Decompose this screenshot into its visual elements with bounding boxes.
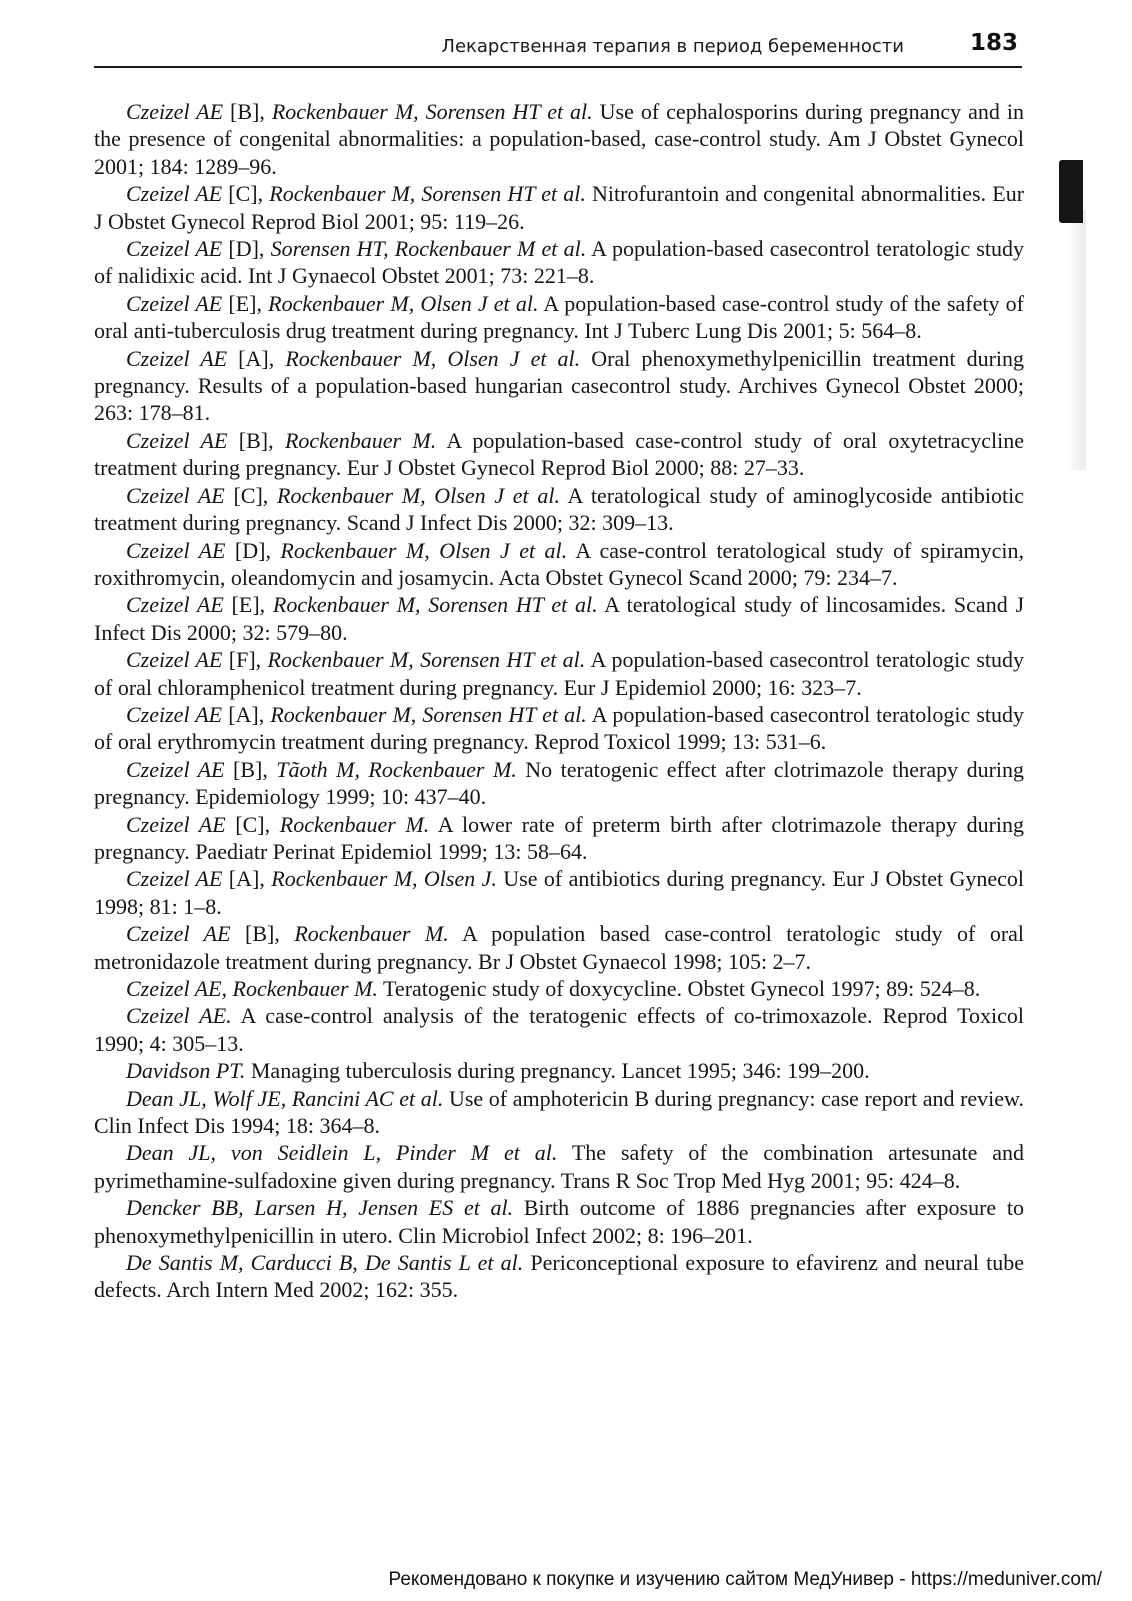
reference-entry <box>94 811 1024 866</box>
reference-tag: [E], <box>223 592 273 618</box>
reference-authors: Czeizel AE. <box>126 1003 232 1029</box>
reference-text: A population based case-control teratologic study of oral metronidazole treatment during pregnancy. Br J Obstet Gynaecol 1998; 105: 2–7. <box>94 921 1025 974</box>
reference-coauthors: Sorensen HT, Rockenbauer M et al. <box>270 236 587 262</box>
reference-tag: [A], <box>227 345 286 371</box>
reference-text: Teratogenic study of doxycycline. Obstet Gynecol 1997; 89: 524–8. <box>377 976 981 1001</box>
reference-authors: Czeizel AE <box>126 756 225 782</box>
reference-entry <box>94 98 1024 180</box>
reference-authors: Czeizel AE <box>126 99 224 124</box>
reference-entry <box>94 646 1024 701</box>
reference-entry <box>94 975 1024 1002</box>
reference-text: Oral phenoxymethylpenicillin treatment during pregnancy. Results of a population-based hungarian casecontrol study. Archives Gynecol Obstet 2000; 263: 178–81. <box>94 345 1025 426</box>
reference-coauthors: Tãoth M, Rockenbauer M. <box>276 756 517 782</box>
reference-authors: Czeizel AE <box>126 345 228 371</box>
reference-list <box>94 98 1024 1304</box>
reference-entry <box>94 427 1024 482</box>
reference-tag: [B], <box>223 99 272 124</box>
reference-coauthors: Rockenbauer M, Sorensen HT et al. <box>267 647 586 673</box>
reference-tag: [C], <box>225 811 280 837</box>
reference-authors: Czeizel AE <box>126 811 226 837</box>
reference-text: Use of antibiotics during pregnancy. Eur J Obstet Gynecol 1998; 81: 1–8. <box>94 866 1024 919</box>
footer-recommendation: Рекомендовано к покупке и изучению сайтом МедУнивер - https://meduniver.com/ <box>388 1569 1102 1590</box>
reference-text: A population-based case-control study of the safety of oral anti-tuberculosis drug treatment during pregnancy. Int J Tuberc Lung Dis 2001; 5: 564–8. <box>94 290 1025 344</box>
reference-tag: [B], <box>227 427 285 453</box>
reference-entry <box>94 345 1024 427</box>
reference-text: A teratological study of aminoglycoside antibiotic treatment during pregnancy. Scand J Infect Dis 2000; 32: 309–13. <box>94 482 1025 536</box>
reference-coauthors: Rockenbauer M, Olsen J et al. <box>277 482 560 508</box>
reference-text: A case-control teratological study of spiramycin, roxithromycin, oleandomycin and josamycin. Acta Obstet Gynecol Scand 2000; 79: 234–7. <box>94 537 1024 590</box>
reference-text: Use of cephalosporins during pregnancy and in the presence of congenital abnormalities: a population-based, case-control study. Am J Obstet Gynecol 2001; 184: 1289–96. <box>94 99 1024 179</box>
reference-text: A population-based casecontrol teratologic study of nalidixic acid. Int J Gynaecol Obstet 2001; 73: 221–8. <box>94 236 1025 289</box>
reference-tag: [F], <box>222 647 268 673</box>
reference-entry <box>94 756 1024 811</box>
reference-text: Nitrofurantoin and congenital abnormalities. Eur J Obstet Gynecol Reprod Biol 2001; 95: 119–26. <box>94 181 1025 234</box>
reference-text: A population-based casecontrol teratologic study of oral chloramphenicol treatment during pregnancy. Eur J Epidemiol 2000; 16: 323–7. <box>94 647 1025 700</box>
reference-coauthors: Rockenbauer M, Olsen J et al. <box>280 537 568 563</box>
reference-coauthors: Rockenbauer M, Sorensen HT et al. <box>270 701 587 727</box>
reference-text: A lower rate of preterm birth after clotrimazole therapy during pregnancy. Paediatr Perinat Epidemiol 1999; 13: 58–64. <box>94 811 1025 864</box>
reference-entry <box>94 482 1024 537</box>
reference-entry <box>94 537 1024 592</box>
reference-coauthors: Rockenbauer M, Sorensen HT et al. <box>269 181 586 207</box>
reference-tag: [A], <box>222 701 271 727</box>
reference-entry <box>94 180 1024 235</box>
reference-tag: [E], <box>222 290 269 316</box>
reference-entry <box>94 1249 1024 1304</box>
page-number: 183 <box>969 30 1018 56</box>
reference-text: No teratogenic effect after clotrimazole therapy during pregnancy. Epidemiology 1999; 10: 437–40. <box>94 756 1025 810</box>
page-edge-shadow <box>1066 210 1086 470</box>
reference-authors: Czeizel AE <box>126 701 223 727</box>
reference-coauthors: Rockenbauer M, Sorensen HT et al. <box>272 592 598 618</box>
chapter-thumb-tab <box>1059 160 1083 223</box>
reference-entry <box>94 591 1024 646</box>
reference-entry <box>94 1085 1024 1140</box>
reference-text: Birth outcome of 1886 pregnancies after exposure to phenoxymethylpenicillin in utero. Clin Microbiol Infect 2002; 8: 196–201. <box>94 1195 1024 1248</box>
reference-authors: Dean JL, von Seidlein L, Pinder M et al. <box>126 1140 558 1166</box>
reference-authors: Czeizel AE <box>126 592 224 618</box>
reference-tag: [B], <box>230 921 295 947</box>
reference-text: Use of amphotericin B during pregnancy: case report and review. Clin Infect Dis 1994; 18: 364–8. <box>94 1085 1024 1139</box>
running-header <box>94 30 1022 68</box>
reference-entry <box>94 1139 1024 1194</box>
reference-authors: Dean JL, Wolf JE, Rancini AC et al. <box>126 1085 444 1111</box>
reference-authors: De Santis M, Carducci B, De Santis L et al. <box>126 1250 524 1276</box>
reference-entry <box>94 1057 1024 1084</box>
running-header-title: Лекарственная терапия в период беременности <box>441 36 904 57</box>
reference-entry <box>94 701 1024 756</box>
reference-text: A teratological study of lincosamides. Scand J Infect Dis 2000; 32: 579–80. <box>94 592 1025 645</box>
reference-text: Periconceptional exposure to efavirenz and neural tube defects. Arch Intern Med 2002; 162: 355. <box>94 1250 1025 1303</box>
reference-authors: Davidson PT. <box>126 1058 246 1084</box>
reference-coauthors: Rockenbauer M, Olsen J. <box>271 866 497 892</box>
reference-tag: [C], <box>224 482 277 508</box>
reference-tag: [D], <box>222 236 271 262</box>
reference-tag: [A], <box>222 866 272 892</box>
reference-entry <box>94 290 1024 345</box>
reference-authors: Czeizel AE <box>126 482 225 508</box>
reference-entry <box>94 235 1024 290</box>
reference-authors: Czeizel AE <box>126 236 223 262</box>
reference-tag: [B], <box>224 756 277 782</box>
reference-entry <box>94 920 1024 975</box>
reference-text: A population-based casecontrol teratologic study of oral erythromycin treatment during pregnancy. Reprod Toxicol 1999; 13: 531–6. <box>94 701 1025 755</box>
reference-tag: [D], <box>225 537 281 563</box>
reference-authors: Czeizel AE <box>126 647 223 673</box>
reference-authors: Czeizel AE <box>126 866 223 892</box>
reference-text: A population-based case-control study of oral oxytetracycline treatment during pregnancy. Eur J Obstet Gynecol Reprod Biol 2000; 88: 27–33. <box>94 427 1025 481</box>
reference-coauthors: Rockenbauer M, Olsen J et al. <box>268 290 539 316</box>
reference-entry <box>94 1002 1024 1057</box>
reference-text: Managing tuberculosis during pregnancy. Lancet 1995; 346: 199–200. <box>245 1058 870 1084</box>
reference-coauthors: Rockenbauer M. <box>294 921 449 947</box>
reference-coauthors: Rockenbauer M. <box>284 427 437 453</box>
reference-authors: Czeizel AE <box>126 181 223 207</box>
reference-text: A case-control analysis of the teratogenic effects of co-trimoxazole. Reprod Toxicol 1990; 4: 305–13. <box>94 1003 1024 1056</box>
reference-authors: Dencker BB, Larsen H, Jensen ES et al. <box>126 1195 514 1221</box>
reference-coauthors: Rockenbauer M, Sorensen HT et al. <box>271 99 593 124</box>
reference-coauthors: Rockenbauer M, Olsen J et al. <box>285 345 581 371</box>
reference-authors: Czeizel AE <box>126 537 226 563</box>
reference-authors: Czeizel AE <box>126 921 231 947</box>
reference-entry <box>94 865 1024 920</box>
reference-authors: Czeizel AE <box>126 290 223 316</box>
reference-authors: Czeizel AE, Rockenbauer M. <box>126 976 378 1001</box>
reference-text: The safety of the combination artesunate and pyrimethamine-sulfadoxine given during pregnancy. Trans R Soc Trop Med Hyg 2001; 95: 424–8. <box>94 1140 1025 1193</box>
reference-tag: [C], <box>222 181 270 207</box>
reference-authors: Czeizel AE <box>126 427 228 453</box>
reference-coauthors: Rockenbauer M. <box>279 811 430 837</box>
reference-entry <box>94 1194 1024 1249</box>
